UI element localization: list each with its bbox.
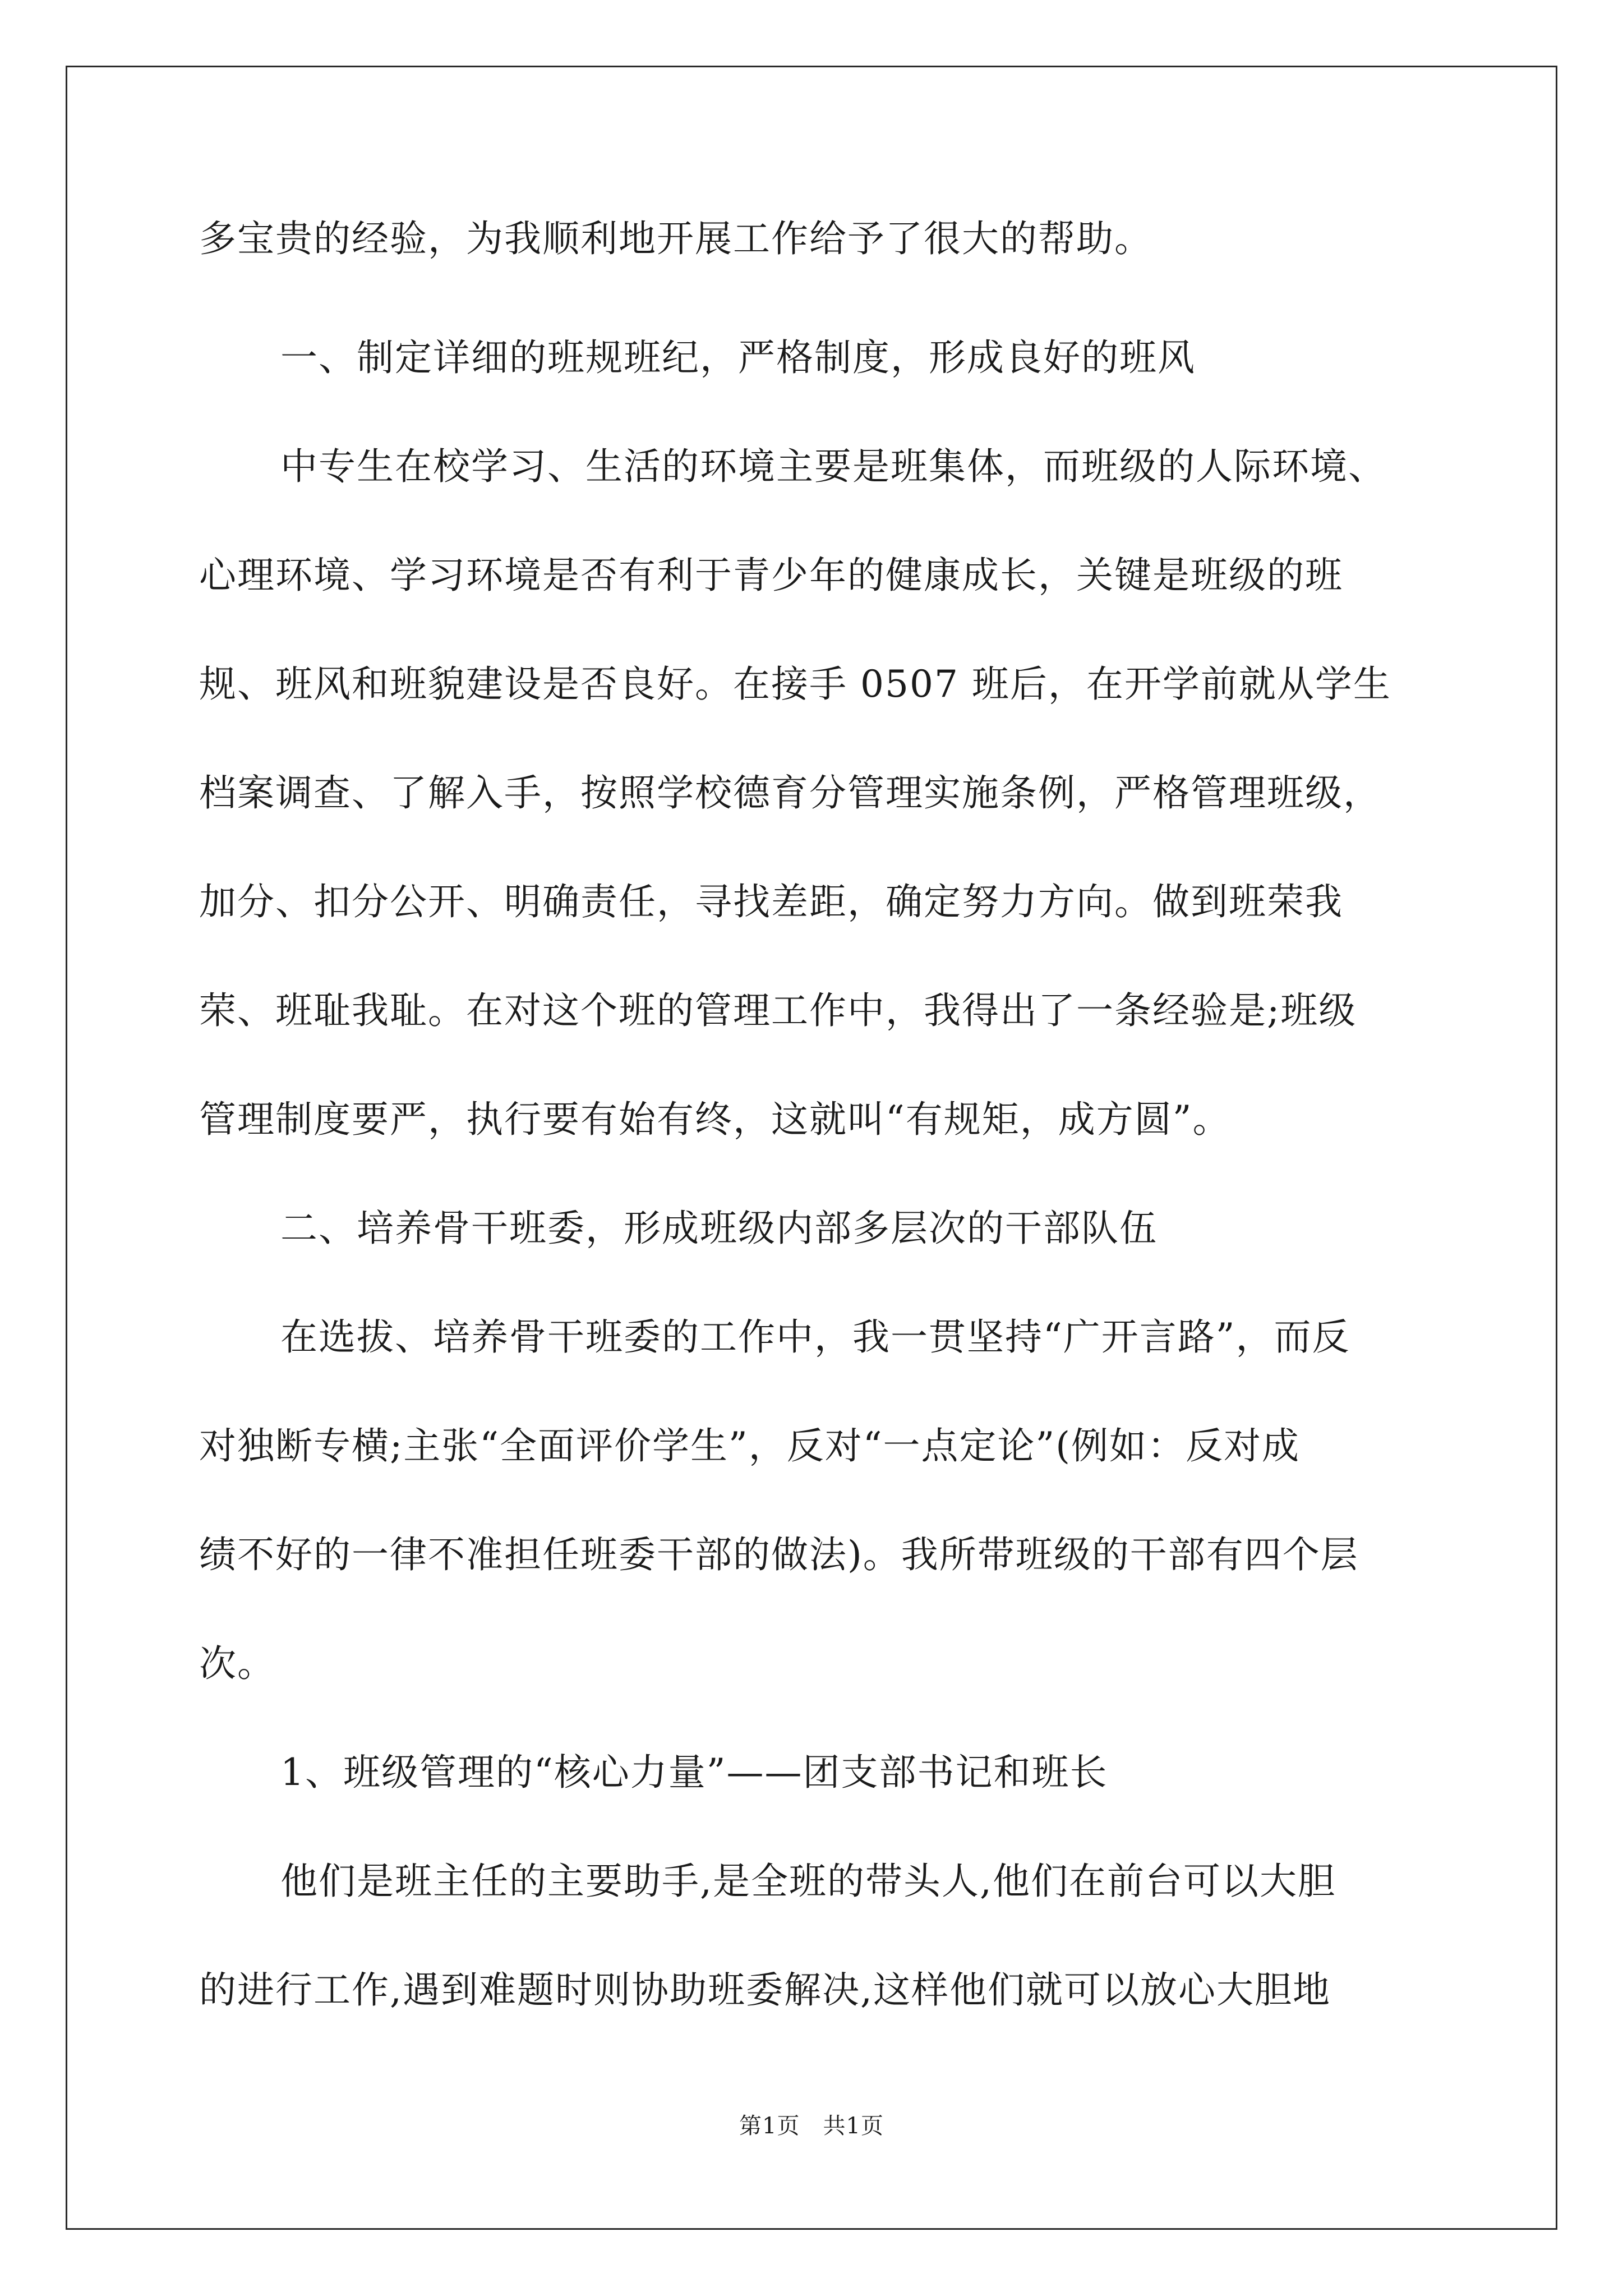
body-line-6: 档案调查、了解入手，按照学校德育分管理实施条例，严格管理班级，: [199, 771, 1381, 815]
body-line-17: 的进行工作,遇到难题时则协助班委解决,这样他们就可以放心大胆地: [199, 1968, 1331, 2012]
section-heading-1: 一、制定详细的班规班纪，严格制度，形成良好的班风: [280, 336, 1196, 379]
body-line-8: 荣、班耻我耻。在对这个班的管理工作中，我得出了一条经验是;班级: [199, 989, 1357, 1032]
body-line-5: 规、班风和班貌建设是否良好。在接手 0507 班后，在开学前就从学生: [199, 662, 1391, 706]
body-line-4: 心理环境、学习环境是否有利于青少年的健康成长，关键是班级的班: [199, 554, 1343, 597]
page-number-footer: 第1页 共1页: [739, 2113, 884, 2139]
body-line-14: 次。: [199, 1642, 275, 1685]
body-line-1: 多宝贵的经验，为我顺利地开展工作给予了很大的帮助。: [199, 217, 1152, 260]
body-line-13: 绩不好的一律不准担任班委干部的做法)。我所带班级的干部有四个层: [199, 1533, 1359, 1576]
body-line-9: 管理制度要严，执行要有始有终，这就叫“有规矩，成方圆”。: [199, 1098, 1231, 1141]
body-line-12: 对独断专横;主张“全面评价学生”，反对“一点定论”(例如：反对成: [199, 1424, 1300, 1467]
body-line-16: 他们是班主任的主要助手,是全班的带头人,他们在前台可以大胆: [280, 1860, 1336, 1903]
body-line-3: 中专生在校学习、生活的环境主要是班集体，而班级的人际环境、: [280, 445, 1386, 488]
body-line-11: 在选拔、培养骨干班委的工作中，我一贯坚持“广开言路”，而反: [280, 1315, 1350, 1359]
section-heading-2: 二、培养骨干班委，形成班级内部多层次的干部队伍: [280, 1207, 1158, 1250]
subsection-heading-1: 1、班级管理的“核心力量”——团支部书记和班长: [280, 1751, 1108, 1794]
body-line-7: 加分、扣分公开、明确责任，寻找差距，确定努力方向。做到班荣我: [199, 880, 1343, 923]
